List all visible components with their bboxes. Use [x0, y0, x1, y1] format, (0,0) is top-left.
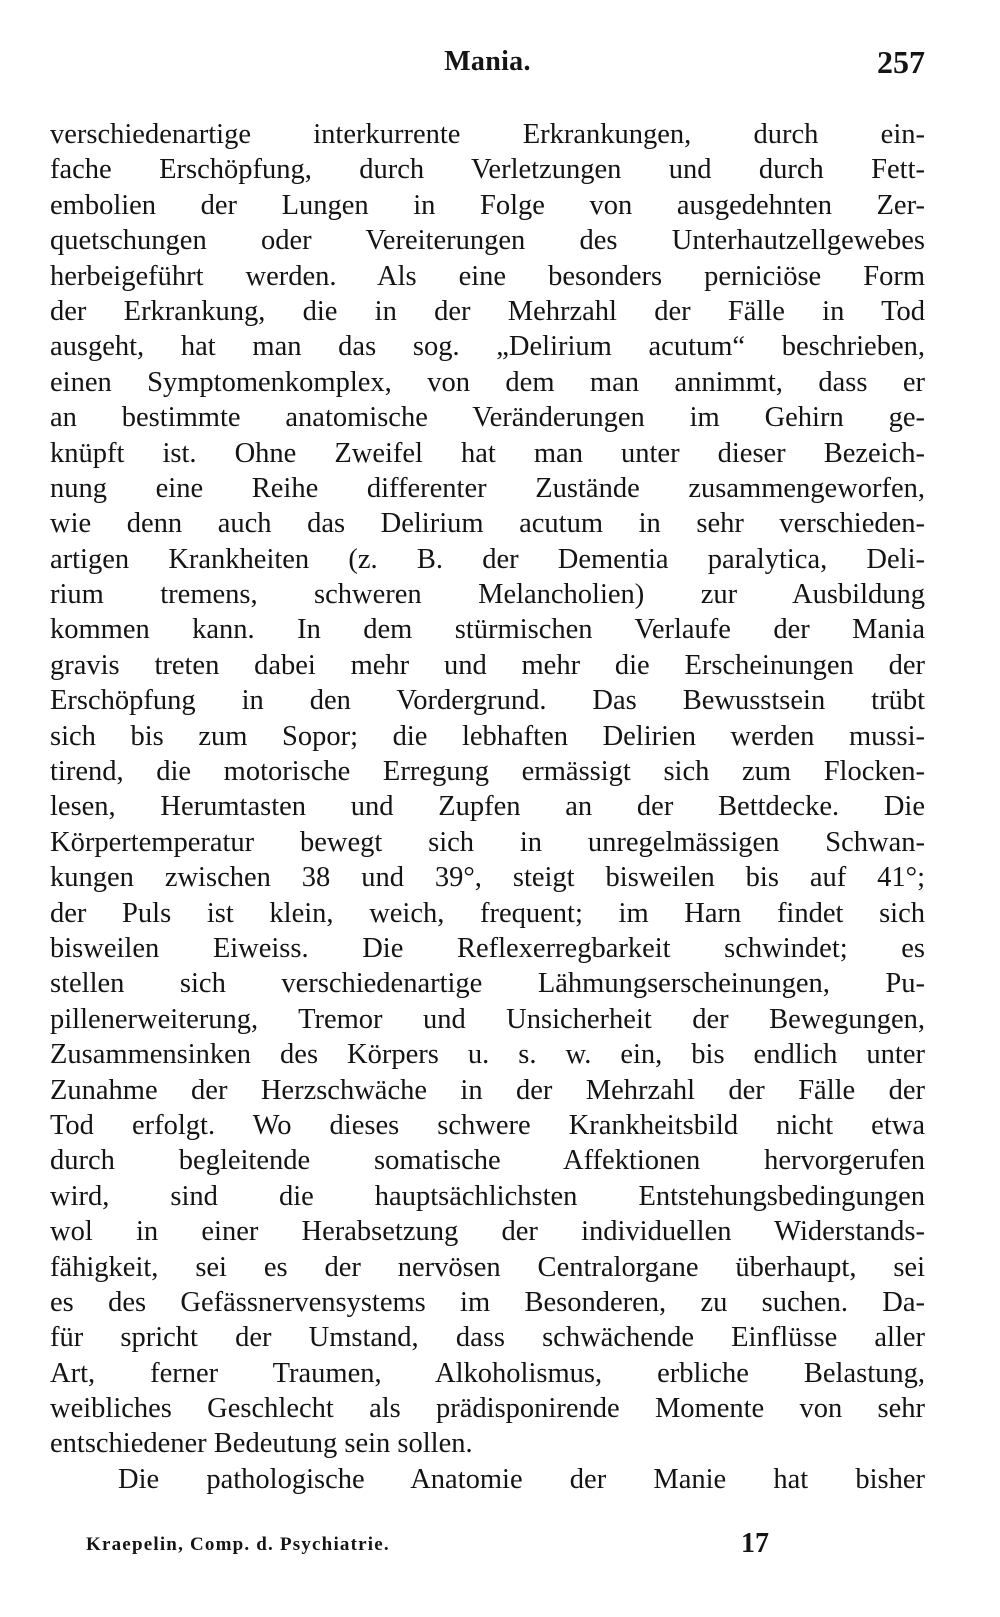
text-line: an bestimmte anatomische Veränderungen im Gehirn ge- [50, 402, 925, 434]
text-line: kungen zwischen 38 und 39°, steigt bisweilen bis auf 41°; [50, 862, 925, 894]
footer [86, 1528, 786, 1564]
body-text [50, 117, 925, 1497]
text-line: nung eine Reihe differenter Zustände zusammengeworfen, [50, 472, 925, 504]
text-line: Art, ferner Traumen, Alkoholismus, erbliche Belastung, [50, 1357, 925, 1389]
text-line: tirend, die motorische Erregung ermässigt sich zum Flocken- [50, 756, 925, 788]
text-line: lesen, Herumtasten und Zupfen an der Bettdecke. Die [50, 791, 925, 823]
text-line: gravis treten dabei mehr und mehr die Erscheinungen der [50, 649, 925, 681]
text-line: fähigkeit, sei es der nervösen Centralorgane überhaupt, sei [50, 1251, 925, 1283]
text-line: Zunahme der Herzschwäche in der Mehrzahl der Fälle der [50, 1074, 925, 1106]
text-line: wird, sind die hauptsächlichsten Entstehungsbedingungen [50, 1180, 925, 1212]
text-line: es des Gefässnervensystems im Besonderen, zu suchen. Da- [50, 1286, 925, 1318]
paragraph-start-line: Die pathologische Anatomie der Manie hat bisher [118, 1463, 925, 1495]
text-line: wie denn auch das Delirium acutum in sehr verschieden- [50, 508, 925, 540]
text-line: bisweilen Eiweiss. Die Reflexerregbarkeit schwindet; es [50, 932, 925, 964]
text-line: pillenerweiterung, Tremor und Unsicherheit der Bewegungen, [50, 1003, 925, 1035]
page-number: 257 [877, 44, 925, 80]
signature-mark: 17 [741, 1528, 769, 1559]
text-line: ausgeht, hat man das sog. „Delirium acutum“ beschrieben, [50, 331, 925, 363]
text-line: einen Symptomenkomplex, von dem man annimmt, dass er [50, 366, 925, 398]
running-title: Mania. [444, 46, 531, 77]
text-line: artigen Krankheiten (z. B. der Dementia paralytica, Deli- [50, 543, 925, 575]
text-line: embolien der Lungen in Folge von ausgedehnten Zer- [50, 189, 925, 221]
text-line: sich bis zum Sopor; die lebhaften Delirien werden mussi- [50, 720, 925, 752]
text-line: der Erkrankung, die in der Mehrzahl der Fälle in Tod [50, 295, 925, 327]
text-line: Zusammensinken des Körpers u. s. w. ein, bis endlich unter [50, 1039, 925, 1071]
text-line: fache Erschöpfung, durch Verletzungen und durch Fett- [50, 154, 925, 186]
paragraph-end-line: entschiedener Bedeutung sein sollen. [50, 1428, 473, 1460]
text-line: verschiedenartige interkurrente Erkrankungen, durch ein- [50, 119, 925, 150]
text-line: wol in einer Herabsetzung der individuellen Widerstands- [50, 1216, 925, 1248]
text-line: weibliches Geschlecht als prädisponirende Momente von sehr [50, 1393, 925, 1425]
text-line: durch begleitende somatische Affektionen hervorgerufen [50, 1145, 925, 1177]
text-line: knüpft ist. Ohne Zweifel hat man unter dieser Bezeich- [50, 437, 925, 469]
text-line: der Puls ist klein, weich, frequent; im Harn findet sich [50, 897, 925, 929]
text-line: Erschöpfung in den Vordergrund. Das Bewusstsein trübt [50, 685, 925, 717]
text-line: herbeigeführt werden. Als eine besonders perniciöse Form [50, 260, 925, 292]
text-line: kommen kann. In dem stürmischen Verlaufe der Mania [50, 614, 925, 646]
text-line: rium tremens, schweren Melancholien) zur Ausbildung [50, 579, 925, 611]
text-line: quetschungen oder Vereiterungen des Unterhautzellgewebes [50, 225, 925, 257]
text-line: für spricht der Umstand, dass schwächende Einflüsse aller [50, 1322, 925, 1354]
text-line: Körpertemperatur bewegt sich in unregelmässigen Schwan- [50, 826, 925, 858]
running-head [50, 46, 925, 86]
signature-line: Kraepelin, Comp. d. Psychiatrie. [86, 1534, 390, 1555]
text-line: Tod erfolgt. Wo dieses schwere Krankheitsbild nicht etwa [50, 1109, 925, 1141]
text-line: stellen sich verschiedenartige Lähmungserscheinungen, Pu- [50, 968, 925, 1000]
